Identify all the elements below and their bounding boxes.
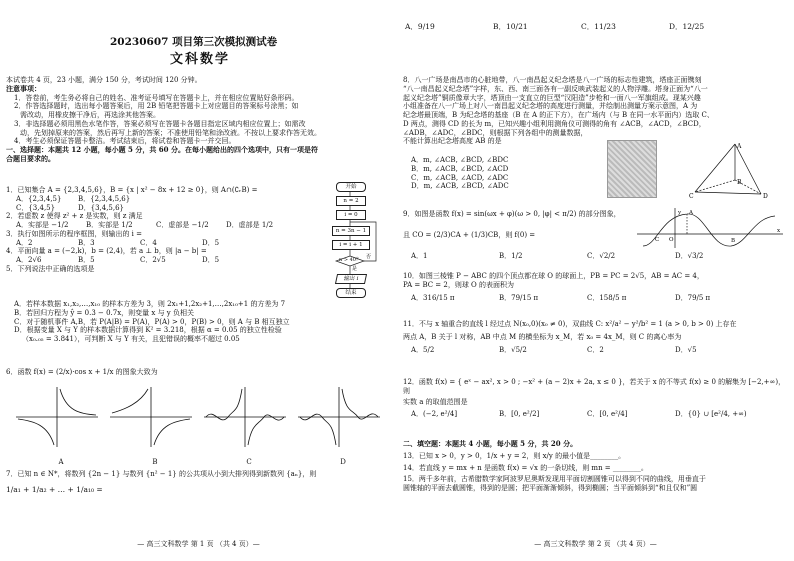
page-right <box>397 0 794 561</box>
q6-options <box>14 458 390 467</box>
q2-option-d: D．虚部是 1/2 <box>226 221 274 229</box>
flow-i-init: i = 0 <box>336 210 366 220</box>
q4-stem: 4．平面向量 a = (−2,k)，b = (2,4)，若 a ⊥ b，则 |a − b| = <box>6 247 207 256</box>
q11-option-c: C．2 <box>587 345 604 354</box>
flow-n-update: n = 3n − 1 <box>332 226 370 236</box>
q10-option-d: D．79/5 π <box>675 293 711 302</box>
q9-y-label: y <box>678 210 682 216</box>
tower-label-c: C <box>689 193 694 200</box>
instruction-item: 3．非选择题必须用黑色水笔作答，答案必须写在答题卡各题目指定区域内相应位置上；如需改 <box>14 119 306 128</box>
q9-option-d: D．√3/2 <box>675 252 704 260</box>
q8-line: 起义纪念塔”铜质像章大字，塔顶由一支直立的巨型“汉阳造”步枪和一面八一军旗组成。现某兴趣 <box>403 93 701 102</box>
q9-option-c: C．√2/2 <box>587 252 616 260</box>
q8-option-d: D．m, ∠ACB, ∠BCD, ∠ADC <box>411 182 509 191</box>
q12-option-b: B．[0, e²/2] <box>499 410 540 419</box>
q12-option-a: A．(−2, e²/4] <box>411 410 458 419</box>
q5-option-b: B．若回归方程为 ŷ = 0.3 − 0.7x，则变量 x 与 y 负相关 <box>14 308 194 317</box>
q12-stem-2: 实数 a 的取值范围是 <box>403 397 468 406</box>
q7-option-c: C．11/23 <box>581 22 616 31</box>
q10-option-b: B．79/15 π <box>499 293 539 302</box>
q7 <box>6 470 390 494</box>
q7-options <box>403 22 787 31</box>
instructions-heading: 注意事项： <box>6 83 41 93</box>
q1-option-b: B．{2,3,4,5,6} <box>78 194 131 203</box>
flow-yes-label: 是 <box>352 266 358 272</box>
q4-option-a: A．2√6 <box>16 256 42 264</box>
section1-heading-2: 合题目要求的。 <box>6 153 55 163</box>
q9-point-a: A <box>689 210 693 216</box>
q2-option-b: B．实部是 1/2 <box>86 221 133 229</box>
q6-graph-b <box>110 387 192 447</box>
questions-1-5 <box>6 186 322 274</box>
q9-stem: 9．如图是函数 f(x) = sin(ωx + φ)(ω > 0, |φ| < π/2) 的部分图象， <box>403 210 621 218</box>
footer-left: — 高三文科数学 第 1 页 （共 4 页）— <box>137 540 260 549</box>
q8-options <box>411 156 561 191</box>
q6-option-a: A <box>58 458 64 466</box>
q7-sum: 1/a₁ + 1/a₂ + … + 1/a₁₀ = <box>6 484 103 494</box>
q1-stem: 1．已知集合 A = {2,3,4,5,6}，B = {x | x² − 8x + 12 ≥ 0}，则 A∩(∁ᵣB) = <box>6 186 258 194</box>
q6-graphs <box>14 383 384 457</box>
q9-option-b: B．1/2 <box>499 252 523 260</box>
q10-option-a: A．316/15 π <box>411 293 455 302</box>
q8-line: D 两点，测得 CD 的长为 m，已知兴趣小组利用测角仪可测得的角有 ∠ACB，∠ACD，∠BCD， <box>403 119 706 128</box>
q3-stem: 3．执行如图所示的程序框图，则输出的 i = <box>6 229 143 238</box>
q5-option-d: D．根据变量 X 与 Y 的样本数据计算得到 K² = 3.218，根据 α = 0.05 的独立性检验 <box>14 326 282 335</box>
q5-options <box>14 300 390 344</box>
tower-label-b: B <box>737 179 742 186</box>
q11-stem: 11．不与 x 轴重合的直线 l 经过点 N(x₀,0)(x₀ ≠ 0)，双曲线 C: x²/a² − y²/b² = 1 (a > 0, b > 0) 上存在 <box>403 320 737 328</box>
q8-option-b: B．m, ∠ACB, ∠BCD, ∠ACD <box>411 164 509 173</box>
section2-heading: 二、填空题：本题共 4 小题，每小题 5 分，共 20 分。 <box>403 440 578 448</box>
q15-line: 15．两千多年前，古希腊数学家阿波罗尼奥斯发现用平面切割圆锥可以得到不同的曲线，用垂直于 <box>403 475 706 484</box>
q7-stem: 7．已知 n ∈ N*，将数列 {2n − 1} 与数列 {n² − 1} 的公共项从小到大排列得到新数列 {aₙ}，则 <box>6 470 317 478</box>
q6-graph-a <box>16 387 98 447</box>
instruction-item: 4．考生必须保证答题卡整洁。考试结束后，将试卷和答题卡一并交回。 <box>14 137 236 146</box>
q9-stem-2: 且 CO = (2/3)CA + (1/3)CB，则 f(0) = <box>403 230 536 239</box>
q6-option-b: B <box>152 458 158 466</box>
q6-option-d: D <box>340 458 346 466</box>
q9-options <box>411 252 781 261</box>
q12-stem: 12．函数 f(x) = { eˣ − ax², x > 0 ; −x² + (a − 2)x + 2a, x ≤ 0 }，若关于 x 的不等式 f(x) ≥ 0 的解集为 [−2,+∞)，则 <box>403 378 786 395</box>
q3-option-d: D．5 <box>202 238 220 247</box>
q9-option-a: A．1 <box>411 252 428 260</box>
q14-stem: 14．若直线 y = mx + n 是函数 f(x) = √x 的一条切线，则 mn = ________。 <box>403 463 648 472</box>
q15-line: 圆锥轴的平面去截圆锥，得到的是圆；把平面渐渐倾斜，得到椭圆；当平面倾斜到“和且仅和”圆 <box>403 484 698 492</box>
q1-option-c: C．{3,4,5} <box>16 203 56 212</box>
q12-option-d: D．{0} ∪ [e²/4, +∞) <box>675 410 747 419</box>
exam-title: 20230607 项目第三次模拟测试卷 <box>110 36 278 48</box>
q9-point-b: B <box>731 238 736 244</box>
q3-option-b: B．3 <box>78 238 95 247</box>
q8-line: 8．八一广场是南昌市的心脏地带，八一南昌起义纪念塔是八一广场的标志性建筑，塔座正面镌刻 <box>403 76 702 84</box>
q9-point-c: C <box>655 237 660 243</box>
q9 <box>403 210 633 240</box>
q6 <box>6 368 386 377</box>
instruction-item: 1．答卷前，考生务必将自己的姓名、准考证号填写在答题卡上，并在相应位置贴好条形码。 <box>14 93 299 102</box>
flow-end: 结束 <box>336 288 366 298</box>
q11 <box>403 320 789 354</box>
q8-option-c: C．m, ∠ACB, ∠ACD, ∠ADC <box>411 173 509 182</box>
q12-option-c: C．[0, e²/4] <box>587 410 628 419</box>
q11-option-b: B．√5/2 <box>499 345 527 354</box>
flow-i-update: i = i + 1 <box>332 240 370 250</box>
q8-option-a: A．m, ∠ACB, ∠BCD, ∠BDC <box>411 156 509 164</box>
q13-stem: 13．已知 x > 0，y > 0，1/x + y = 2，则 x/y 的最小值是________。 <box>403 451 626 460</box>
q5-option-a: A．若样本数据 x₁,x₂,…,x₁₀ 的样本方差为 3，则 2x₁+1,2x₂+1,…,2x₁₀+1 的方差为 7 <box>14 300 286 308</box>
q4-option-d: D．5 <box>202 256 220 264</box>
q10-stem: 10．如图三棱锥 P − ABC 的四个顶点都在球 O 的球面上，PB = PC = 2√5，AB = AC = 4， <box>403 272 704 280</box>
section2 <box>403 440 789 493</box>
q3-option-a: A．2 <box>16 238 33 247</box>
q8-line: “八一南昌起义纪念塔”字样，东、西、南三面各有一副反映武装起义的人物浮雕。塔身正面为“八一 <box>403 84 708 93</box>
q5-option-d-cont: （x₀.₀₅ = 3.841），可判断 X 与 Y 有关，且犯错误的概率不超过 0.05 <box>22 335 240 343</box>
q11-stem-2: 两点 A，B 关于 l 对称，AB 中点 M 的横坐标为 x_M，若 x₀ = 4x_M，则 C 的离心率为 <box>403 332 682 341</box>
q9-x-label: x <box>777 228 781 234</box>
q8 <box>403 76 789 146</box>
q2-option-a: A．实部是 −1/2 <box>16 221 69 229</box>
tower-diagram <box>665 140 785 200</box>
q11-option-a: A．5/2 <box>411 345 435 354</box>
q1-option-d: D．{3,4,5,6} <box>78 203 125 212</box>
q9-sine-graph <box>635 206 785 250</box>
q10 <box>403 272 789 302</box>
q12 <box>403 378 789 419</box>
q11-option-d: D．√5 <box>675 345 697 354</box>
instruction-item: 2．作答选择题时，选出每小题答案后，用 2B 铅笔把答题卡上对应题目的答案标号涂黑；如 <box>14 102 299 111</box>
instructions <box>6 76 390 164</box>
tower-label-a: A <box>737 143 742 150</box>
q4-option-b: B．5 <box>78 256 95 264</box>
section1-heading: 一、选择题：本题共 12 小题，每小题 5 分，共 60 分。在每小题给出的四个选项中，只有一项是符 <box>6 145 318 154</box>
q9-origin-label: O <box>669 237 674 243</box>
flow-start: 开始 <box>336 182 366 192</box>
subject-title: 文科数学 <box>170 52 231 67</box>
flow-n-init: n = 2 <box>336 196 366 206</box>
q8-line: 不能计算出纪念塔高度 AB 的是 <box>403 137 502 146</box>
q5-stem: 5．下列说法中正确的选项是 <box>6 264 95 273</box>
flowchart <box>328 180 388 302</box>
flow-condition: n > 40？ <box>339 257 361 263</box>
q7-option-a: A．9/19 <box>405 22 435 31</box>
q8-line: 小组准备在八一广场上对八一南昌起义纪念塔的高度进行测量，并绘制出测量方案示意图，A 为 <box>403 102 698 111</box>
q8-line: ∠ADB，∠ADC，∠BDC，则根据下列各组中的测量数据， <box>403 128 588 137</box>
q10-option-c: C．158/5 π <box>587 293 627 302</box>
q6-option-c: C <box>246 458 252 466</box>
q6-graph-d <box>298 387 380 447</box>
monument-photo <box>607 140 657 198</box>
flow-output: 输出 i <box>335 274 367 284</box>
instruction-item: 动，先划掉原来的答案，然后再写上新的答案；不准使用铅笔和涂改液。不按以上要求作答无效。 <box>20 128 321 137</box>
q2-stem: 2．若虚数 z 使得 z² + z 是实数，则 z 满足 <box>6 212 143 221</box>
q5-option-c: C．对于随机事件 A,B，若 P(A|B) = P(A)，P(A) > 0，P(B) > 0，则 A 与 B 相互独立 <box>14 317 290 326</box>
tower-label-d: D <box>763 193 768 200</box>
q3-option-c: C．4 <box>140 238 157 247</box>
flow-no-label: 否 <box>366 254 372 260</box>
q4-option-c: C．2√5 <box>140 256 166 264</box>
q6-graph-c <box>204 387 286 447</box>
q8-line: 纪念塔最顶端，B 为纪念塔的基座（B 在 A 的正下方），在广场内（与 B 在同一水平面内）选取 C、 <box>403 111 714 119</box>
instruction-item: 需改动，用橡皮擦干净后，再选涂其他答案。 <box>20 111 160 119</box>
q7-option-b: B．10/21 <box>493 22 528 31</box>
q1-option-a: A．{2,3,4,5} <box>16 194 62 203</box>
instructions-intro: 本试卷共 4 页，23 小题，满分 150 分，考试时间 120 分钟。 <box>6 76 202 84</box>
q6-stem: 6．函数 f(x) = (2/x)·cos x + 1/x 的图象大致为 <box>6 368 158 376</box>
footer-right: — 高三文科数学 第 2 页 （共 4 页）— <box>534 540 657 549</box>
q2-option-c: C．虚部是 −1/2 <box>156 221 209 229</box>
q10-stem-2: PA = BC = 2，则球 O 的表面积为 <box>403 280 515 289</box>
q7-option-d: D．12/25 <box>669 22 705 31</box>
